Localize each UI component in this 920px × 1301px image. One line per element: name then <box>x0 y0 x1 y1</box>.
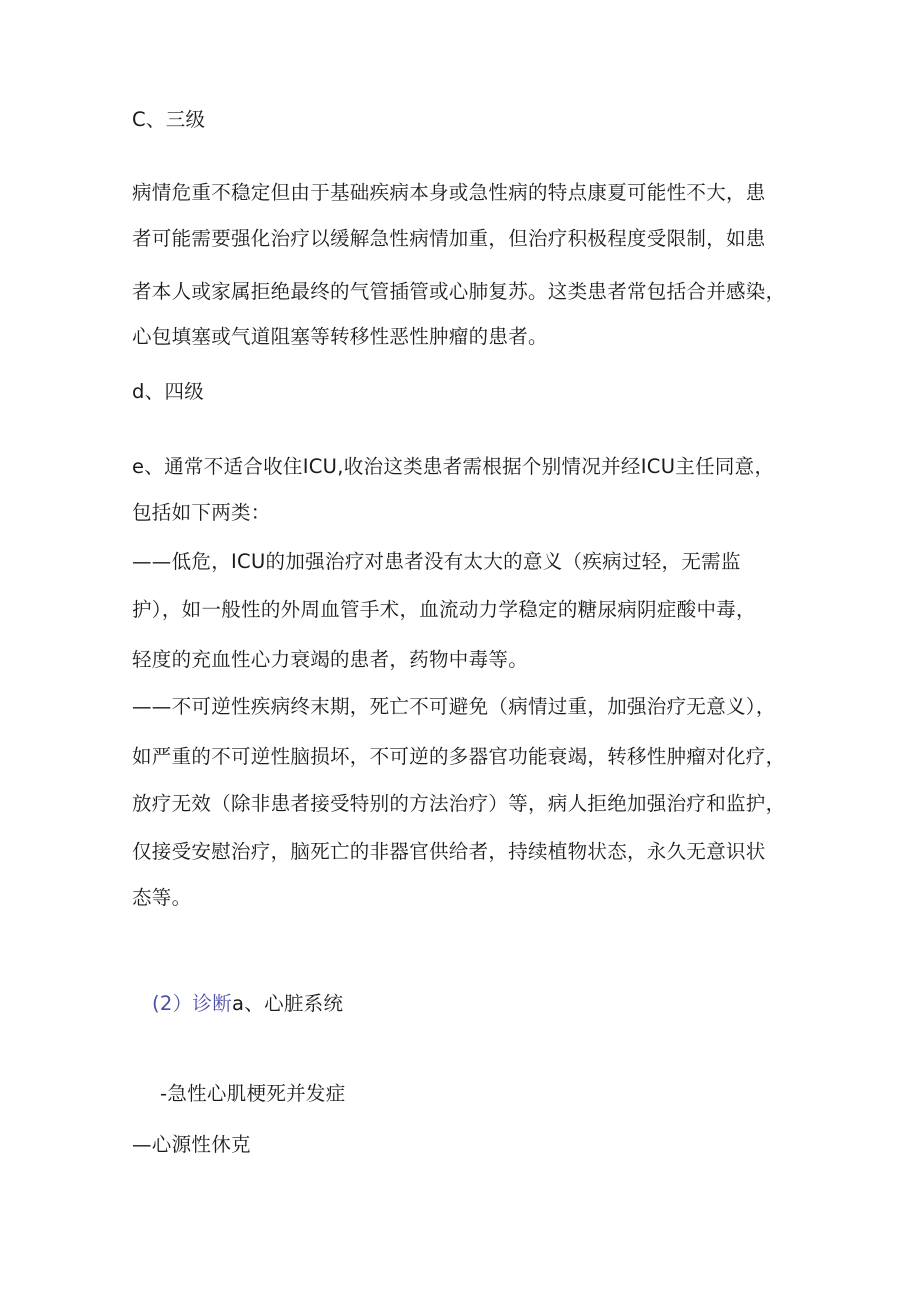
heading-level-d: d、四级 <box>132 380 205 403</box>
paragraph-line: 轻度的充血性心力衰竭的患者，药物中毒等。 <box>132 648 529 671</box>
paragraph-line: 护），如一般性的外周血管手术，血流动力学稳定的糖尿病阴症酸中毒， <box>132 598 756 621</box>
paragraph-line: 仅接受安慰治疗，脑死亡的非器官供给者，持续植物状态，永久无意识状 <box>132 840 766 863</box>
paragraph-line: 病情危重不稳定但由于基础疾病本身或急性病的特点康夏可能性不大，患 <box>132 181 766 204</box>
list-item: -急性心肌梗死并发症 <box>160 1082 346 1105</box>
paragraph-line: 包括如下两类： <box>132 501 271 524</box>
paragraph-line: ——低危，ICU的加强治疗对患者没有太大的意义（疾病过轻，无需监 <box>132 550 741 573</box>
paragraph-line: 心包填塞或气道阻塞等转移性恶性肿瘤的患者。 <box>132 325 548 348</box>
list-item: —心源性休克 <box>132 1133 251 1156</box>
paragraph-line: 态等。 <box>132 886 192 909</box>
diagnosis-prefix: (2）诊断 <box>152 992 233 1015</box>
diagnosis-heading <box>152 992 343 1016</box>
diagnosis-section: a、心脏系统 <box>232 992 344 1015</box>
heading-level-c: C、三级 <box>132 108 206 131</box>
paragraph-line: e、通常不适合收住ICU,收治这类患者需根据个别情况并经ICU主任同意， <box>132 455 775 478</box>
paragraph-line: 如严重的不可逆性脑损坏，不可逆的多器官功能衰竭，转移性肿瘤对化疗， <box>132 745 786 768</box>
paragraph-line: 者可能需要强化治疗以缓解急性病情加重，但治疗积极程度受限制，如患 <box>132 227 766 250</box>
paragraph-line: 者本人或家属拒绝最终的气管插管或心肺复苏。这类患者常包括合并感染， <box>132 280 786 303</box>
paragraph-line: ——不可逆性疾病终末期，死亡不可避免（病情过重，加强治疗无意义）， <box>132 695 776 718</box>
paragraph-line: 放疗无效（除非患者接受特别的方法治疗）等，病人拒绝加强治疗和监护， <box>132 792 786 815</box>
